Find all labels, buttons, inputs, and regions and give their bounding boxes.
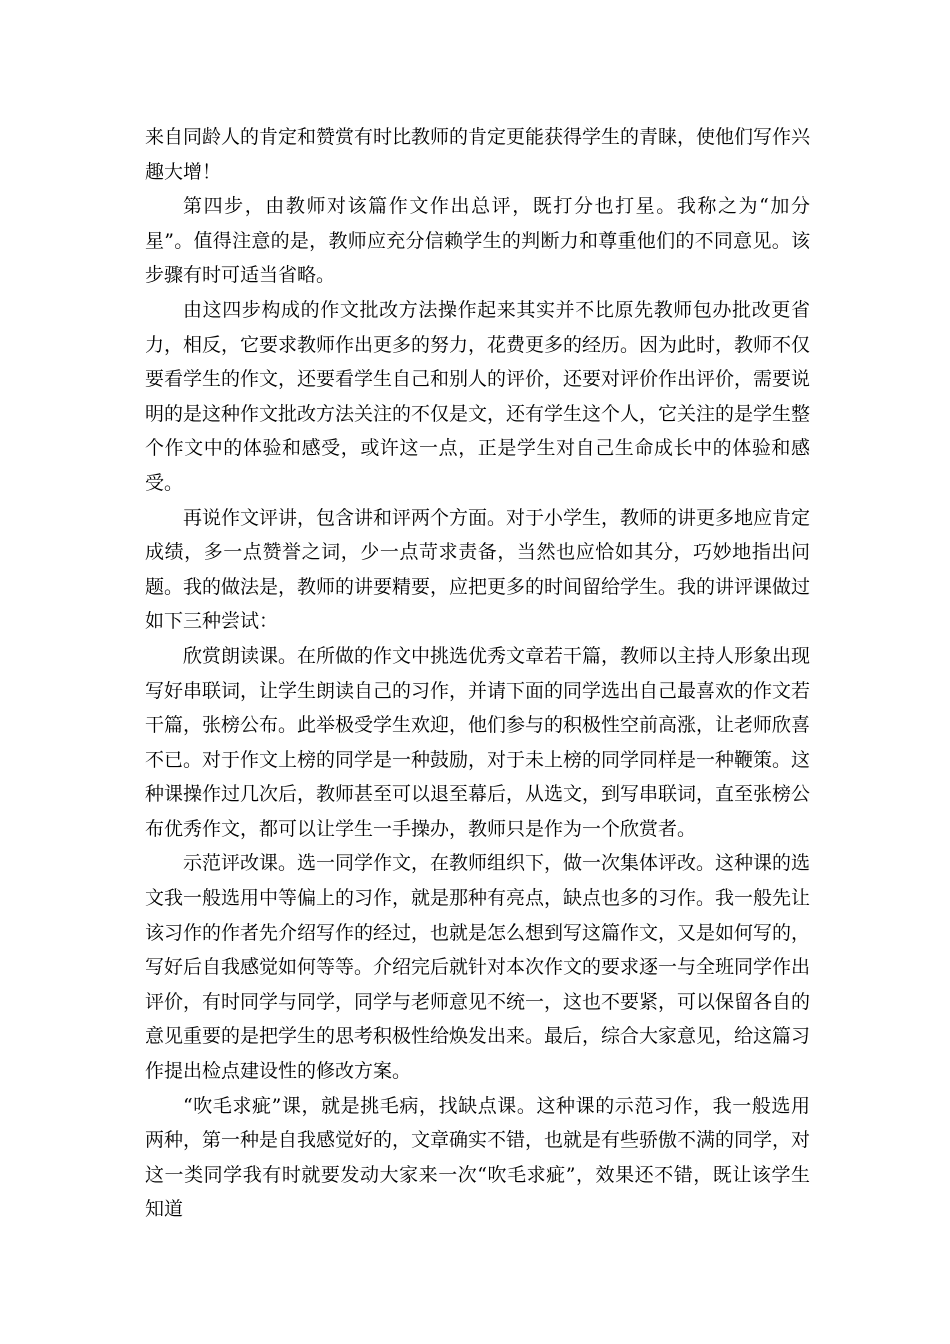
paragraph-1: 来自同龄人的肯定和赞赏有时比教师的肯定更能获得学生的青睐，使他们写作兴趣大增！ bbox=[145, 126, 811, 183]
paragraph-4: 再说作文评讲，包含讲和评两个方面。对于小学生，教师的讲更多地应肯定成绩，多一点赞誉之词，少一点苛求责备，当然也应恰如其分，巧妙地指出问题。我的做法是，教师的讲要精要，应把更多的时间留给学生。我的讲评课做过如下三种尝试： bbox=[145, 506, 811, 633]
paragraph-7: “吹毛求疵”课，就是挑毛病，找缺点课。这种课的示范习作，我一般选用两种，第一种是自我感觉好的，文章确实不错，也就是有些骄傲不满的同学，对这一类同学我有时就要发动大家来一次“吹毛求疵”，效果还不错，既让该学生知道 bbox=[145, 1094, 811, 1221]
paragraph-5: 欣赏朗读课。在所做的作文中挑选优秀文章若干篇，教师以主持人形象出现写好串联词，让学生朗读自己的习作，并请下面的同学选出自己最喜欢的作文若干篇，张榜公布。此举极受学生欢迎，他们参与的积极性空前高涨，让老师欣喜不已。对于作文上榜的同学是一种鼓励，对于未上榜的同学同样是一种鞭策。这种课操作过几次后，教师甚至可以退至幕后，从选文，到写串联词，直至张榜公布优秀作文，都可以让学生一手操办，教师只是作为一个欣赏者。 bbox=[145, 644, 811, 840]
document-body bbox=[145, 120, 810, 1227]
paragraph-3: 由这四步构成的作文批改方法操作起来其实并不比原先教师包办批改更省力，相反，它要求教师作出更多的努力，花费更多的经历。因为此时，教师不仅要看学生的作文，还要看学生自己和别人的评价，还要对评价作出评价，需要说明的是这种作文批改方法关注的不仅是文，还有学生这个人，它关注的是学生整个作文中的体验和感受，或许这一点，正是学生对自己生命成长中的体验和感受。 bbox=[145, 298, 811, 494]
paragraph-2: 第四步，由教师对该篇作文作出总评，既打分也打星。我称之为“加分星”。值得注意的是，教师应充分信赖学生的判断力和尊重他们的不同意见。该步骤有时可适当省略。 bbox=[145, 195, 810, 287]
paragraph-6: 示范评改课。选一同学作文，在教师组织下，做一次集体评改。这种课的选文我一般选用中等偏上的习作，就是那种有亮点，缺点也多的习作。我一般先让该习作的作者先介绍写作的经过，也就是怎么想到写这篇作文，又是如何写的，写好后自我感觉如何等等。介绍完后就针对本次作文的要求逐一与全班同学作出评价，有时同学与同学，同学与老师意见不统一，这也不要紧，可以保留各自的意见重要的是把学生的思考积极性给焕发出来。最后，综合大家意见，给这篇习作提出检点建设性的修改方案。 bbox=[145, 852, 811, 1083]
